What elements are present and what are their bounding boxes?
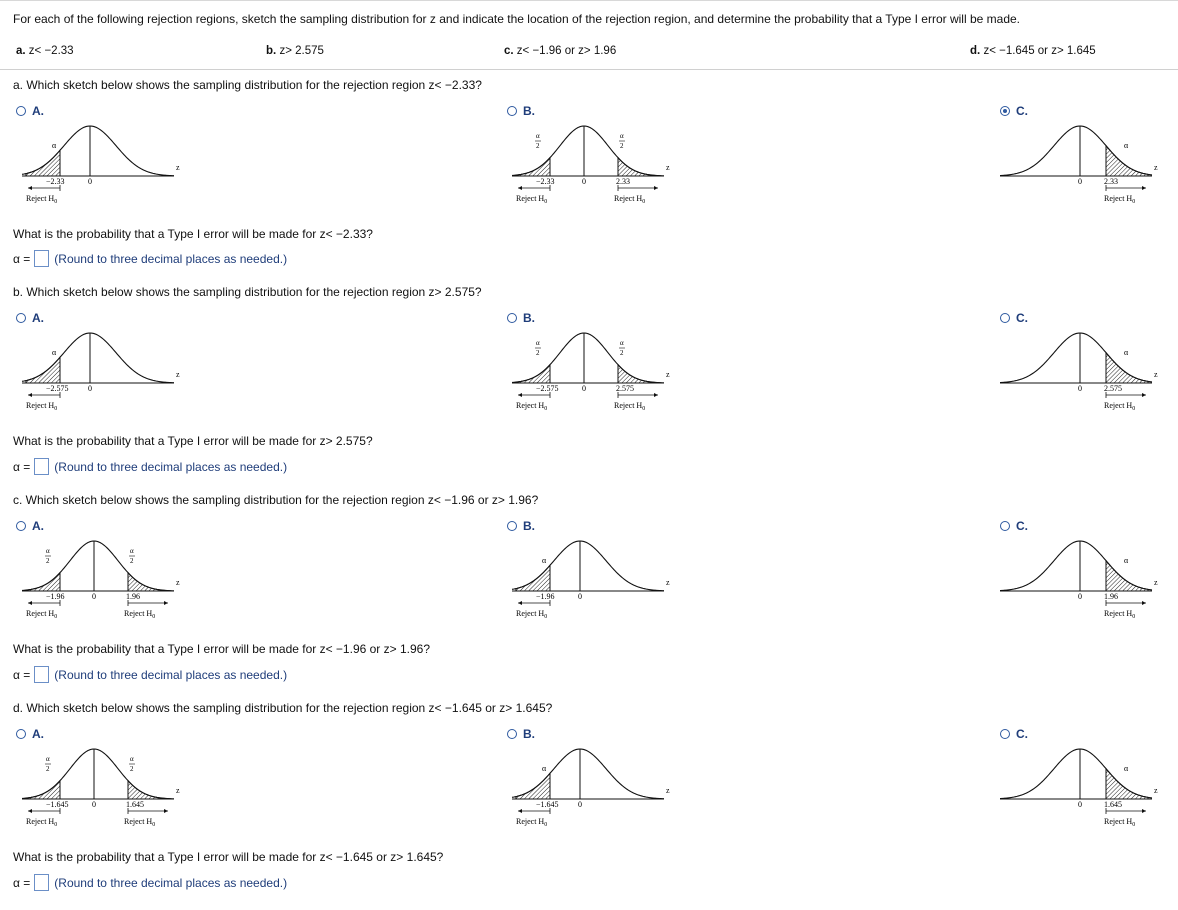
axis-label: z xyxy=(1154,578,1158,587)
radio-button[interactable] xyxy=(16,106,26,116)
problem-intro: For each of the following rejection regions, sketch the sampling distribution for z and indicate the location of the rejection region, and determine the probability that a Type I error will be made. xyxy=(13,12,1021,26)
left-alpha-denominator: 2 xyxy=(46,765,50,773)
left-critical-value: −2.33 xyxy=(46,177,65,186)
left-alpha-numerator: α xyxy=(536,339,540,347)
zero-tick-label: 0 xyxy=(1078,800,1082,809)
left-arrowhead xyxy=(518,186,522,190)
right-critical-value: 1.645 xyxy=(1104,800,1122,809)
zero-tick-label: 0 xyxy=(582,177,586,186)
alpha-label: α xyxy=(542,764,547,773)
option-b[interactable]: B. xyxy=(507,727,535,741)
left-critical-value: −1.96 xyxy=(536,592,555,601)
right-critical-value: 2.33 xyxy=(616,177,630,186)
left-reject-label: Reject $H_0$ xyxy=(516,817,548,828)
left-reject-label: Reject $H_0$ xyxy=(516,194,548,205)
sketch-option-c xyxy=(1000,120,1160,206)
radio-button[interactable] xyxy=(16,313,26,323)
right-alpha-denominator: 2 xyxy=(620,142,624,150)
sketch-option-b xyxy=(512,120,672,206)
radio-button[interactable] xyxy=(507,313,517,323)
right-alpha-numerator: α xyxy=(620,132,624,140)
answer-input[interactable] xyxy=(34,250,49,267)
right-rejection-region xyxy=(1106,146,1148,176)
sketch-option-b xyxy=(512,743,672,829)
right-arrowhead xyxy=(164,601,168,605)
axis-label: z xyxy=(1154,370,1158,379)
right-reject-label: Reject $H_0$ xyxy=(1104,401,1136,412)
normal-curve xyxy=(512,126,664,176)
zero-tick-label: 0 xyxy=(1078,592,1082,601)
option-c[interactable]: C. xyxy=(1000,104,1028,118)
radio-button[interactable] xyxy=(1000,313,1010,323)
zero-tick-label: 0 xyxy=(92,800,96,809)
alpha-label: α xyxy=(1124,141,1129,150)
zero-tick-label: 0 xyxy=(92,592,96,601)
part-d-condition: d. z< −1.645 or z> 1.645 xyxy=(970,45,1096,57)
alpha-label: α xyxy=(1124,348,1129,357)
left-critical-value: −2.33 xyxy=(536,177,555,186)
rounding-hint: (Round to three decimal places as needed.) xyxy=(54,667,288,682)
option-a[interactable]: A. xyxy=(16,727,44,741)
right-alpha-denominator: 2 xyxy=(130,765,134,773)
left-reject-label: Reject $H_0$ xyxy=(26,609,58,620)
normal-curve xyxy=(22,749,174,799)
left-alpha-numerator: α xyxy=(536,132,540,140)
radio-button[interactable] xyxy=(507,106,517,116)
right-critical-value: 1.645 xyxy=(126,800,144,809)
right-critical-value: 1.96 xyxy=(1104,592,1118,601)
right-alpha-denominator: 2 xyxy=(620,349,624,357)
left-reject-label: Reject $H_0$ xyxy=(26,194,58,205)
right-rejection-region xyxy=(128,781,170,799)
rounding-hint: (Round to three decimal places as needed.) xyxy=(54,875,288,890)
sketch-option-a xyxy=(22,535,182,621)
left-reject-label: Reject $H_0$ xyxy=(26,401,58,412)
right-alpha-numerator: α xyxy=(130,755,134,763)
axis-label: z xyxy=(666,786,670,795)
right-arrowhead xyxy=(654,186,658,190)
option-c[interactable]: C. xyxy=(1000,311,1028,325)
alpha-label: α xyxy=(52,348,57,357)
option-b[interactable]: B. xyxy=(507,311,535,325)
question-heading: b. Which sketch below shows the sampling distribution for the rejection region z> 2.575? xyxy=(13,285,482,299)
radio-button[interactable] xyxy=(507,521,517,531)
radio-button[interactable] xyxy=(1000,521,1010,531)
question-heading: c. Which sketch below shows the sampling distribution for the rejection region z< −1.96 or z> 1.96? xyxy=(13,493,539,507)
zero-tick-label: 0 xyxy=(1078,177,1082,186)
right-reject-label: Reject $H_0$ xyxy=(1104,609,1136,620)
normal-curve xyxy=(512,333,664,383)
right-critical-value: 2.575 xyxy=(1104,384,1122,393)
option-b[interactable]: B. xyxy=(507,104,535,118)
right-rejection-region xyxy=(618,365,660,383)
left-reject-label: Reject $H_0$ xyxy=(516,401,548,412)
answer-row: α = (Round to three decimal places as needed.) xyxy=(13,459,288,474)
left-rejection-region xyxy=(26,781,60,799)
sketch-option-c xyxy=(1000,743,1160,829)
zero-tick-label: 0 xyxy=(88,177,92,186)
probability-question: What is the probability that a Type I error will be made for z< −1.96 or z> 1.96? xyxy=(13,642,430,656)
probability-question: What is the probability that a Type I error will be made for z< −2.33? xyxy=(13,227,373,241)
sketch-option-a xyxy=(22,120,182,206)
sketch-option-b xyxy=(512,535,672,621)
right-reject-label: Reject $H_0$ xyxy=(614,194,646,205)
top-border xyxy=(0,0,1178,1)
left-rejection-region xyxy=(26,150,60,176)
right-reject-label: Reject $H_0$ xyxy=(1104,194,1136,205)
zero-tick-label: 0 xyxy=(578,800,582,809)
left-arrowhead xyxy=(28,393,32,397)
question-heading: d. Which sketch below shows the sampling distribution for the rejection region z< −1.645 or z> 1.645? xyxy=(13,701,553,715)
right-arrowhead xyxy=(1142,809,1146,813)
axis-label: z xyxy=(176,786,180,795)
right-reject-label: Reject $H_0$ xyxy=(124,609,156,620)
radio-button[interactable] xyxy=(16,729,26,739)
left-critical-value: −1.96 xyxy=(46,592,65,601)
alpha-label: α xyxy=(1124,556,1129,565)
left-rejection-region xyxy=(516,158,550,176)
radio-button[interactable] xyxy=(1000,729,1010,739)
axis-label: z xyxy=(666,578,670,587)
left-alpha-denominator: 2 xyxy=(536,349,540,357)
right-rejection-region xyxy=(128,573,170,591)
left-critical-value: −2.575 xyxy=(46,384,69,393)
left-arrowhead xyxy=(28,186,32,190)
divider xyxy=(0,69,1178,70)
sketch-option-b xyxy=(512,327,672,413)
part-a-condition: a. z< −2.33 xyxy=(16,45,74,57)
option-b[interactable]: B. xyxy=(507,519,535,533)
left-critical-value: −1.645 xyxy=(46,800,69,809)
part-b-condition: b. z> 2.575 xyxy=(266,45,324,57)
axis-label: z xyxy=(666,370,670,379)
left-arrowhead xyxy=(28,809,32,813)
left-rejection-region xyxy=(26,573,60,591)
right-arrowhead xyxy=(654,393,658,397)
sketch-option-c xyxy=(1000,535,1160,621)
left-arrowhead xyxy=(518,601,522,605)
sketch-option-a xyxy=(22,327,182,413)
option-a[interactable]: A. xyxy=(16,519,44,533)
answer-input[interactable] xyxy=(34,458,49,475)
axis-label: z xyxy=(1154,786,1158,795)
rounding-hint: (Round to three decimal places as needed.) xyxy=(54,459,288,474)
question-heading: a. Which sketch below shows the sampling distribution for the rejection region z< −2.33? xyxy=(13,78,482,92)
sketch-option-a xyxy=(22,743,182,829)
right-critical-value: 2.33 xyxy=(1104,177,1118,186)
right-reject-label: Reject $H_0$ xyxy=(1104,817,1136,828)
answer-row: α = (Round to three decimal places as needed.) xyxy=(13,251,288,266)
probability-question: What is the probability that a Type I error will be made for z< −1.645 or z> 1.645? xyxy=(13,850,444,864)
option-a[interactable]: A. xyxy=(16,311,44,325)
right-arrowhead xyxy=(1142,393,1146,397)
option-a[interactable]: A. xyxy=(16,104,44,118)
left-alpha-numerator: α xyxy=(46,755,50,763)
left-reject-label: Reject $H_0$ xyxy=(26,817,58,828)
left-alpha-denominator: 2 xyxy=(46,557,50,565)
axis-label: z xyxy=(176,578,180,587)
alpha-label: α xyxy=(52,141,57,150)
axis-label: z xyxy=(1154,163,1158,172)
answer-input[interactable] xyxy=(34,666,49,683)
right-rejection-region xyxy=(618,158,660,176)
axis-label: z xyxy=(176,163,180,172)
radio-button-selected[interactable] xyxy=(1000,106,1010,116)
part-c-condition: c. z< −1.96 or z> 1.96 xyxy=(504,45,617,57)
rounding-hint: (Round to three decimal places as needed.) xyxy=(54,251,288,266)
right-alpha-denominator: 2 xyxy=(130,557,134,565)
right-arrowhead xyxy=(1142,186,1146,190)
right-arrowhead xyxy=(164,809,168,813)
right-critical-value: 1.96 xyxy=(126,592,140,601)
left-rejection-region xyxy=(516,365,550,383)
right-rejection-region xyxy=(1106,769,1148,799)
left-rejection-region xyxy=(516,773,550,799)
left-reject-label: Reject $H_0$ xyxy=(516,609,548,620)
right-rejection-region xyxy=(1106,561,1148,591)
normal-curve xyxy=(22,541,174,591)
answer-row: α = (Round to three decimal places as needed.) xyxy=(13,875,288,890)
left-arrowhead xyxy=(518,393,522,397)
left-arrowhead xyxy=(518,809,522,813)
right-rejection-region xyxy=(1106,353,1148,383)
zero-tick-label: 0 xyxy=(88,384,92,393)
alpha-label: α xyxy=(542,556,547,565)
zero-tick-label: 0 xyxy=(578,592,582,601)
right-arrowhead xyxy=(1142,601,1146,605)
left-arrowhead xyxy=(28,601,32,605)
answer-row: α = (Round to three decimal places as needed.) xyxy=(13,667,288,682)
answer-input[interactable] xyxy=(34,874,49,891)
axis-label: z xyxy=(666,163,670,172)
probability-question: What is the probability that a Type I error will be made for z> 2.575? xyxy=(13,434,373,448)
right-reject-label: Reject $H_0$ xyxy=(124,817,156,828)
left-critical-value: −1.645 xyxy=(536,800,559,809)
left-alpha-denominator: 2 xyxy=(536,142,540,150)
left-alpha-numerator: α xyxy=(46,547,50,555)
right-alpha-numerator: α xyxy=(130,547,134,555)
right-alpha-numerator: α xyxy=(620,339,624,347)
zero-tick-label: 0 xyxy=(582,384,586,393)
zero-tick-label: 0 xyxy=(1078,384,1082,393)
right-critical-value: 2.575 xyxy=(616,384,634,393)
left-rejection-region xyxy=(26,357,60,383)
radio-button[interactable] xyxy=(16,521,26,531)
left-rejection-region xyxy=(516,565,550,591)
option-c[interactable]: C. xyxy=(1000,519,1028,533)
right-reject-label: Reject $H_0$ xyxy=(614,401,646,412)
left-critical-value: −2.575 xyxy=(536,384,559,393)
axis-label: z xyxy=(176,370,180,379)
option-c[interactable]: C. xyxy=(1000,727,1028,741)
radio-button[interactable] xyxy=(507,729,517,739)
sketch-option-c xyxy=(1000,327,1160,413)
alpha-label: α xyxy=(1124,764,1129,773)
